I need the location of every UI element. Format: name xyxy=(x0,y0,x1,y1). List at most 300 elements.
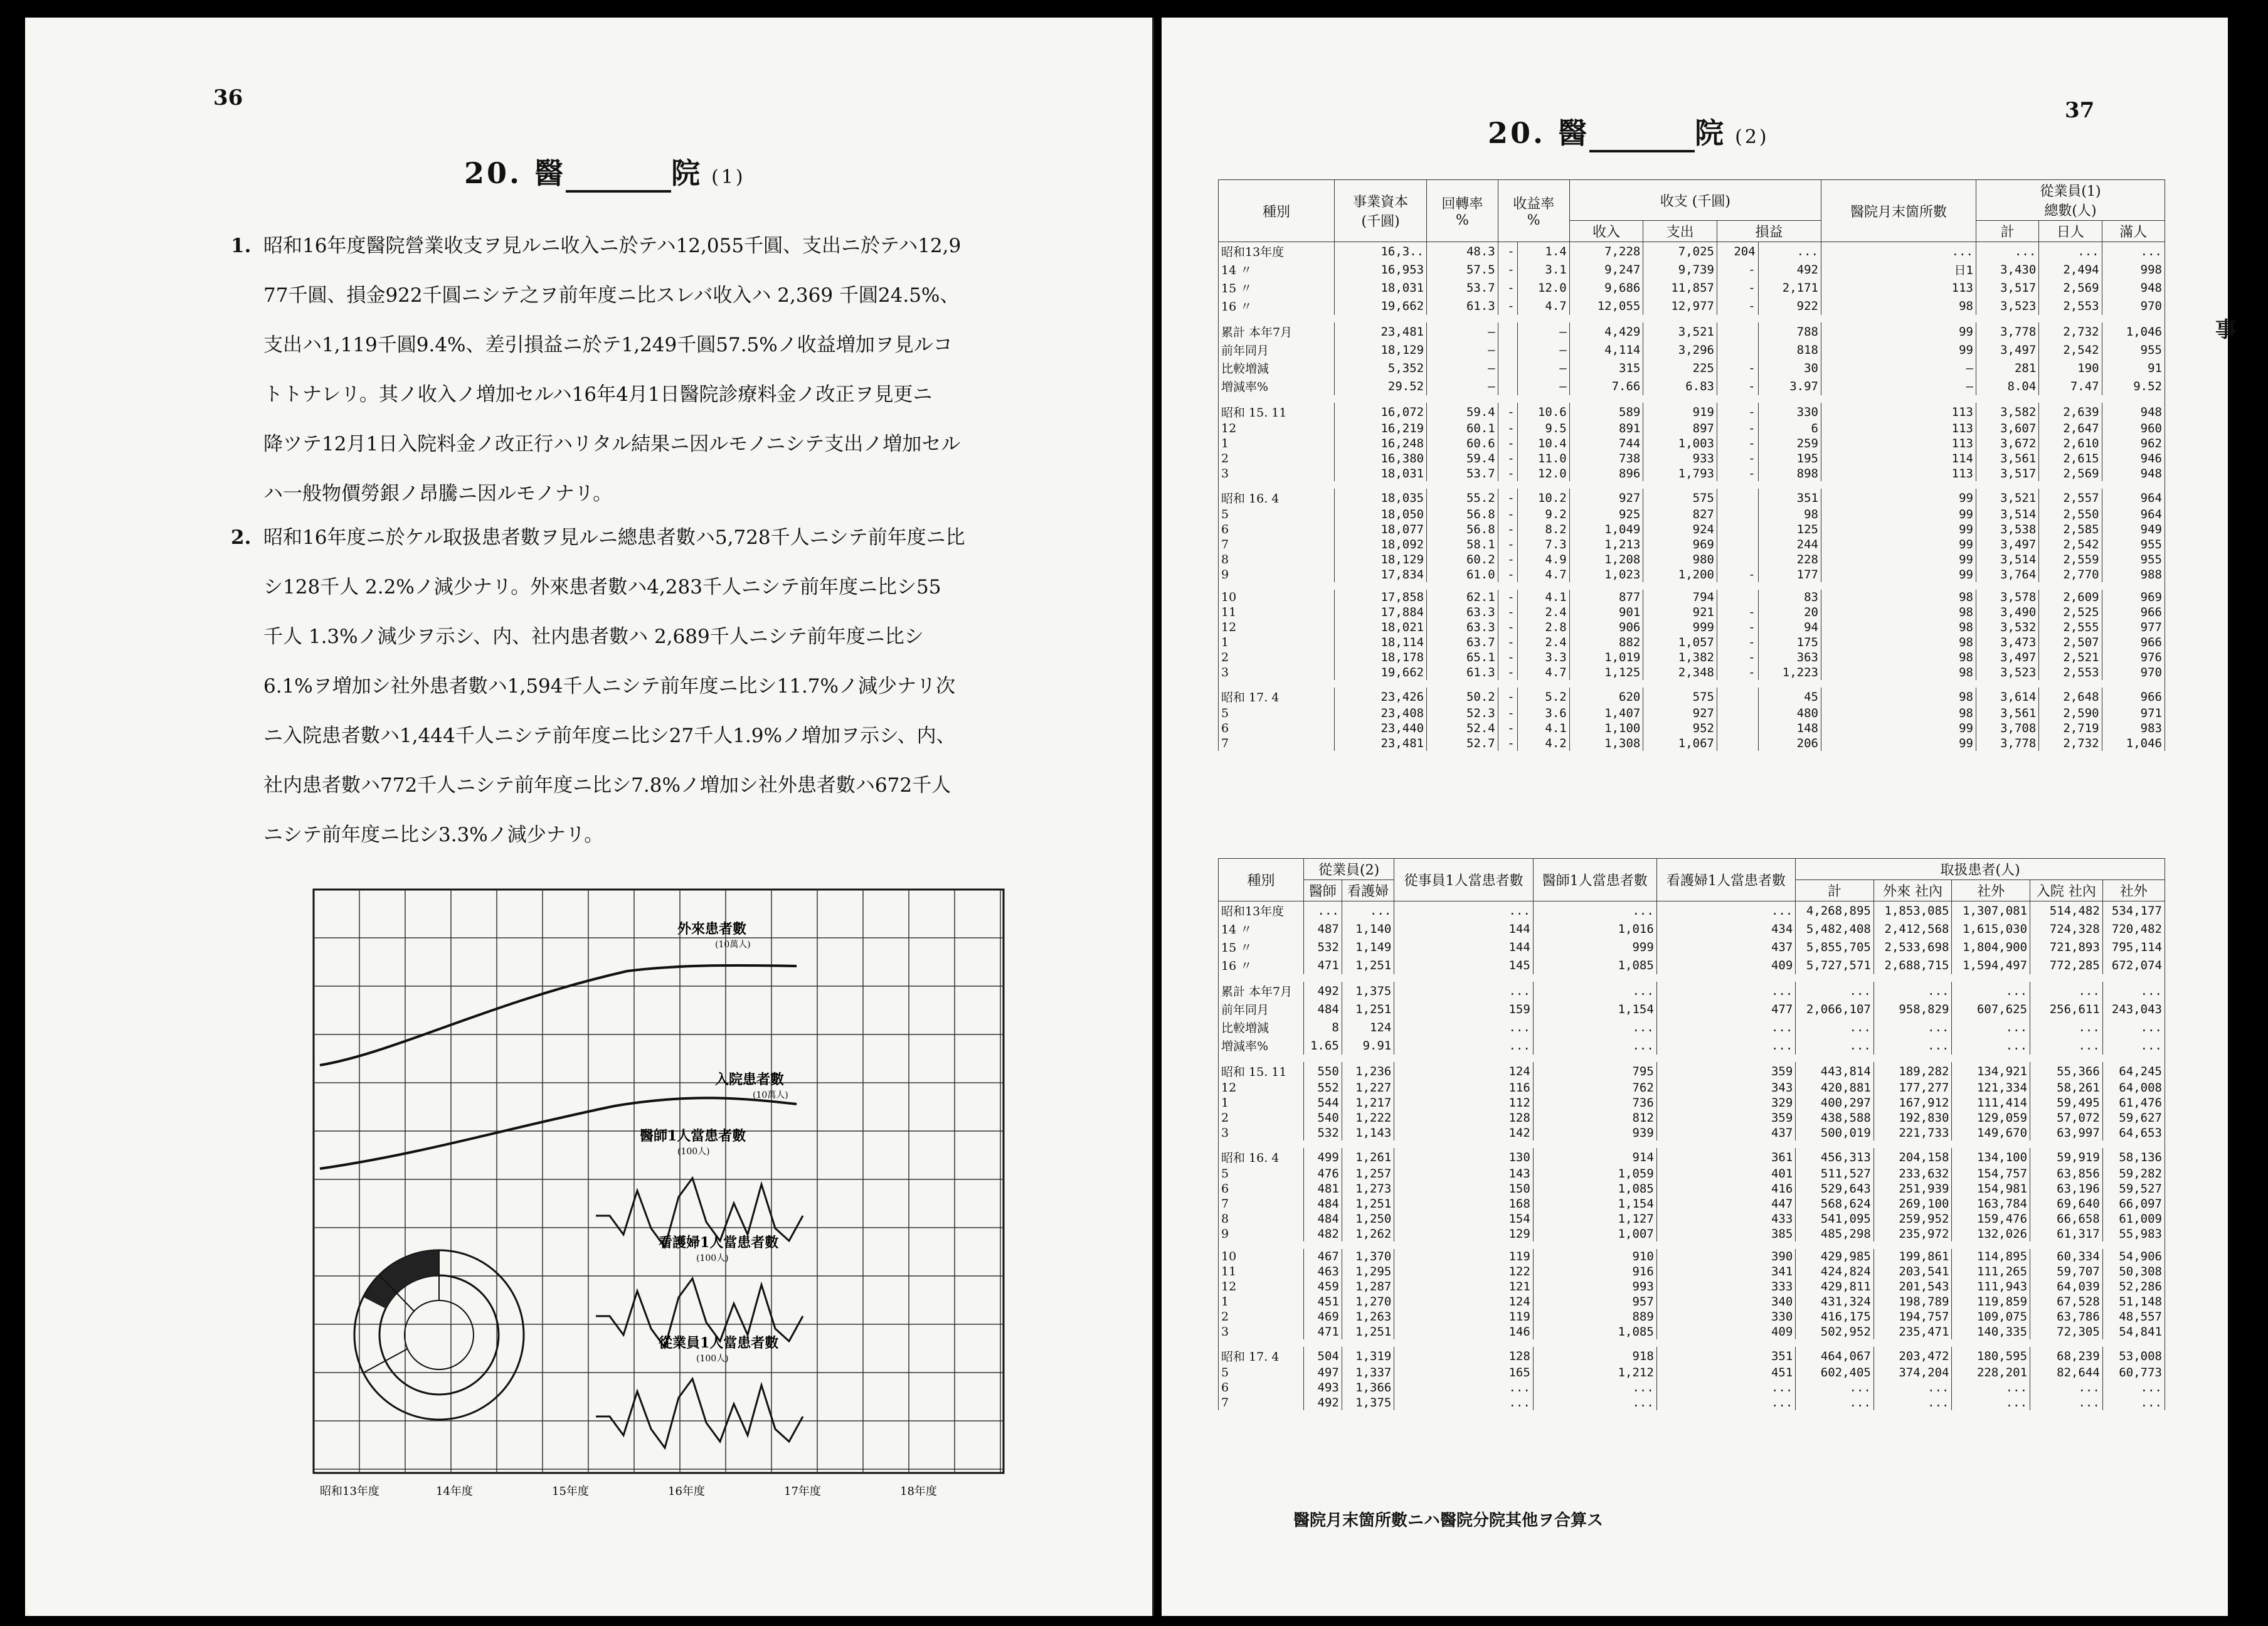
table-cell: 4.7 xyxy=(1517,297,1569,315)
table-cell: 54,841 xyxy=(2102,1324,2165,1339)
table-cell: 400,297 xyxy=(1796,1095,1874,1110)
table-cell: 63,196 xyxy=(2030,1181,2103,1196)
table-cell: 5,855,705 xyxy=(1796,938,1874,956)
table-cell: 11 xyxy=(1219,1264,1304,1279)
table-cell: 64,653 xyxy=(2102,1125,2165,1140)
table-cell xyxy=(1717,489,1759,507)
table-cell: 189,282 xyxy=(1873,1062,1952,1080)
table-cell: 416,175 xyxy=(1796,1309,1874,1324)
table-cell: 999 xyxy=(1643,620,1717,635)
table-cell: ... xyxy=(1796,1036,1874,1055)
table-cell: 374,204 xyxy=(1873,1365,1952,1380)
table-cell xyxy=(1717,721,1759,736)
table-cell: - xyxy=(1498,260,1517,279)
table-cell: 1,804,900 xyxy=(1952,938,2030,956)
table-cell: 256,611 xyxy=(2030,1000,2103,1018)
table-cell: ... xyxy=(1656,1018,1795,1036)
table-cell: 55,983 xyxy=(2102,1226,2165,1241)
table-cell: ... xyxy=(1656,901,1795,920)
table-cell: 2,732 xyxy=(2039,322,2102,341)
table-cell: 467 xyxy=(1303,1249,1342,1264)
table-cell: 1,382 xyxy=(1643,650,1717,665)
table-row xyxy=(1219,359,2165,377)
table-cell: - xyxy=(1498,436,1517,451)
table-cell: 9.5 xyxy=(1517,421,1569,436)
table-cell: 206 xyxy=(1758,736,1821,751)
table-cell: 1,853,085 xyxy=(1873,901,1952,920)
table-cell: 99 xyxy=(1821,537,1976,552)
table-cell: 977 xyxy=(2102,620,2165,635)
table-cell: 1,375 xyxy=(1342,982,1394,1000)
table-row xyxy=(1219,507,2165,522)
table-cell: 361 xyxy=(1656,1148,1795,1166)
table-cell: 111,414 xyxy=(1952,1095,2030,1110)
table-cell: 484 xyxy=(1303,1000,1342,1018)
table-cell: 12 xyxy=(1219,421,1335,436)
table-row xyxy=(1219,552,2165,567)
table-cell: 144 xyxy=(1394,920,1533,938)
paragraph-1 xyxy=(231,221,1047,519)
table-cell: 3,523 xyxy=(1976,665,2038,680)
table-cell: — xyxy=(1427,359,1498,377)
table-cell: - xyxy=(1498,635,1517,650)
table-cell: 2,719 xyxy=(2039,721,2102,736)
table-cell: 333 xyxy=(1656,1279,1795,1294)
table-cell: 62.1 xyxy=(1427,590,1498,605)
table-cell: 1,149 xyxy=(1342,938,1394,956)
table-cell: ... xyxy=(1394,982,1533,1000)
table-cell: 575 xyxy=(1643,489,1717,507)
paragraph-line: 昭和16年度ニ於ケル取扱患者數ヲ見ルニ總患者數ハ5,728千人ニシテ前年度ニ比 xyxy=(263,526,965,549)
table-cell: 14 〃 xyxy=(1219,260,1335,279)
table-cell: 98 xyxy=(1758,507,1821,522)
paragraph-line: ニ入院患者數ハ1,444千人ニシテ前年度ニ比シ27千人1.9%ノ増加ヲ示シ、内、 xyxy=(263,725,956,747)
table-cell: 492 xyxy=(1303,982,1342,1000)
curve-label: 從業員1人當患者數 xyxy=(659,1335,779,1351)
table-cell: 481 xyxy=(1303,1181,1342,1196)
table-cell: 121,334 xyxy=(1952,1080,2030,1095)
table-cell: 1,046 xyxy=(2102,736,2165,751)
table-cell: 23,440 xyxy=(1335,721,1427,736)
table-cell: 6 xyxy=(1758,421,1821,436)
table-cell: ... xyxy=(2102,242,2165,261)
table-row xyxy=(1219,489,2165,507)
table-cell: 59,495 xyxy=(2030,1095,2103,1110)
table-cell: 351 xyxy=(1758,489,1821,507)
table-row xyxy=(1219,297,2165,315)
table-cell: 58,261 xyxy=(2030,1080,2103,1095)
table-cell: 493 xyxy=(1303,1380,1342,1395)
table-cell: 2,557 xyxy=(2039,489,2102,507)
table-cell: 18,178 xyxy=(1335,650,1427,665)
table-cell: 82,644 xyxy=(2030,1365,2103,1380)
table-cell: 1,407 xyxy=(1569,706,1643,721)
table-cell: 720,482 xyxy=(2102,920,2165,938)
table-cell: 16 〃 xyxy=(1219,297,1335,315)
table-cell: 922 xyxy=(1758,297,1821,315)
table-cell: ... xyxy=(1533,901,1656,920)
table-cell: ... xyxy=(1342,901,1394,920)
table-cell: 724,328 xyxy=(2030,920,2103,938)
table-cell: 15 〃 xyxy=(1219,938,1304,956)
table-cell: 502,952 xyxy=(1796,1324,1874,1339)
table-cell: 948 xyxy=(2102,466,2165,481)
table-cell: 602,405 xyxy=(1796,1365,1874,1380)
table-cell: 812 xyxy=(1533,1110,1656,1125)
table-cell: 61,009 xyxy=(2102,1211,2165,1226)
table-cell: 5,727,571 xyxy=(1796,956,1874,974)
table-cell: 1,223 xyxy=(1758,665,1821,680)
table-cell: - xyxy=(1717,377,1759,395)
table-cell: 91 xyxy=(2102,359,2165,377)
table-cell: 993 xyxy=(1533,1279,1656,1294)
table-row xyxy=(1219,582,2165,590)
table-cell: 243,043 xyxy=(2102,1000,2165,1018)
table-cell: ... xyxy=(1873,982,1952,1000)
table-cell: 5 xyxy=(1219,1166,1304,1181)
table-row xyxy=(1219,466,2165,481)
table-cell: 251,939 xyxy=(1873,1181,1952,1196)
table-cell: 9 xyxy=(1219,1226,1304,1241)
table-cell: 16,3.. xyxy=(1335,242,1427,261)
table-cell: 6 xyxy=(1219,1181,1304,1196)
table-cell: 918 xyxy=(1533,1347,1656,1365)
table-cell: 203,472 xyxy=(1873,1347,1952,1365)
table-cell: 113 xyxy=(1821,421,1976,436)
table-cell: 3,296 xyxy=(1643,341,1717,359)
curve-unit: (10萬人) xyxy=(715,940,751,950)
table-cell: 18,092 xyxy=(1335,537,1427,552)
table-cell: - xyxy=(1498,466,1517,481)
table-cell: 3.97 xyxy=(1758,377,1821,395)
table-cell: 48,557 xyxy=(2102,1309,2165,1324)
table-cell: 昭和13年度 xyxy=(1219,901,1304,920)
trend-chart xyxy=(301,877,1022,1504)
table-cell: 194,757 xyxy=(1873,1309,1952,1324)
table-cell: 18,021 xyxy=(1335,620,1427,635)
table-cell: 201,543 xyxy=(1873,1279,1952,1294)
table-cell: ... xyxy=(1394,901,1533,920)
table-cell: 969 xyxy=(1643,537,1717,552)
table-cell: 497 xyxy=(1303,1365,1342,1380)
table-cell: 56.8 xyxy=(1427,522,1498,537)
table-cell: 620 xyxy=(1569,688,1643,706)
table-cell: 2,590 xyxy=(2039,706,2102,721)
table-cell: 575 xyxy=(1643,688,1717,706)
table-cell: - xyxy=(1498,507,1517,522)
table-cell: 99 xyxy=(1821,736,1976,751)
table-cell: 3,473 xyxy=(1976,635,2038,650)
table-cell: 1,227 xyxy=(1342,1080,1394,1095)
paragraph-line: シ128千人 2.2%ノ減少ナリ。外來患者數ハ4,283千人ニシテ前年度ニ比シ55 xyxy=(263,576,941,598)
table-cell: 116 xyxy=(1394,1080,1533,1095)
table-cell xyxy=(1717,507,1759,522)
table-cell: 11 xyxy=(1219,605,1335,620)
x-tick: 昭和13年度 xyxy=(320,1485,379,1498)
table-cell: 1,049 xyxy=(1569,522,1643,537)
table-cell: 7,228 xyxy=(1569,242,1643,261)
table-cell: 363 xyxy=(1758,650,1821,665)
table-cell: 999 xyxy=(1533,938,1656,956)
table-cell: 3,778 xyxy=(1976,736,2038,751)
table-cell: 2,688,715 xyxy=(1873,956,1952,974)
table-cell: 1,250 xyxy=(1342,1211,1394,1226)
page-title-left: 20. 醫 院 (1) xyxy=(464,151,746,192)
table-cell: 9,247 xyxy=(1569,260,1643,279)
table-cell: 50,308 xyxy=(2102,1264,2165,1279)
footnote: 醫院月末箇所數ニハ醫院分院其他ヲ合算ス xyxy=(1293,1511,1604,1530)
table-cell: 1,085 xyxy=(1533,1324,1656,1339)
paragraph-line: 77千圓、損金922千圓ニシテ之ヲ前年度ニ比スレバ收入ハ 2,369 千圓24.5%、 xyxy=(263,284,960,307)
table-cell: 964 xyxy=(2102,507,2165,522)
table-cell: ... xyxy=(2030,982,2103,1000)
table-cell: 330 xyxy=(1656,1309,1795,1324)
table-cell: 18,035 xyxy=(1335,489,1427,507)
table-cell: 955 xyxy=(2102,552,2165,567)
table-cell: — xyxy=(1427,377,1498,395)
table-cell: 544 xyxy=(1303,1095,1342,1110)
table-cell: 昭和 16. 4 xyxy=(1219,489,1335,507)
table-cell: 198,789 xyxy=(1873,1294,1952,1309)
table-cell: 1,154 xyxy=(1533,1000,1656,1018)
table-cell: 59,527 xyxy=(2102,1181,2165,1196)
table-row xyxy=(1219,1279,2165,1294)
table-cell: 1,222 xyxy=(1342,1110,1394,1125)
table-cell: 18,129 xyxy=(1335,552,1427,567)
table-row xyxy=(1219,1339,2165,1347)
table-cell: 9,739 xyxy=(1643,260,1717,279)
table-cell: 比較増減 xyxy=(1219,359,1335,377)
table-row xyxy=(1219,1324,2165,1339)
table-cell: 17,834 xyxy=(1335,567,1427,582)
table-row xyxy=(1219,1095,2165,1110)
table-cell: 487 xyxy=(1303,920,1342,938)
table-cell: 18,031 xyxy=(1335,466,1427,481)
table-cell: 988 xyxy=(2102,567,2165,582)
table-cell: 795,114 xyxy=(2102,938,2165,956)
table-cell: — xyxy=(1517,359,1569,377)
curve-unit: (100人) xyxy=(677,1147,710,1157)
table-cell: 910 xyxy=(1533,1249,1656,1264)
table-cell: ... xyxy=(1796,1380,1874,1395)
table-cell: 896 xyxy=(1569,466,1643,481)
table-cell: 53.7 xyxy=(1427,279,1498,297)
table-cell: 60.2 xyxy=(1427,552,1498,567)
table-row xyxy=(1219,1080,2165,1095)
table-cell: 2,770 xyxy=(2039,567,2102,582)
table-cell: 976 xyxy=(2102,650,2165,665)
table-cell: - xyxy=(1498,279,1517,297)
table-row xyxy=(1219,1166,2165,1181)
table-cell: 607,625 xyxy=(1952,1000,2030,1018)
table-cell: 1,251 xyxy=(1342,956,1394,974)
table-cell: 159 xyxy=(1394,1000,1533,1018)
table-cell: 477 xyxy=(1656,1000,1795,1018)
table-cell: - xyxy=(1498,403,1517,421)
table-cell: 1,003 xyxy=(1643,436,1717,451)
table-cell: 672,074 xyxy=(2102,956,2165,974)
table-cell: 4.1 xyxy=(1517,590,1569,605)
table-row xyxy=(1219,974,2165,982)
table-cell: 2,542 xyxy=(2039,341,2102,359)
table-cell: 比較増減 xyxy=(1219,1018,1304,1036)
table-cell: 12 xyxy=(1219,1279,1304,1294)
table-cell: 昭和 17. 4 xyxy=(1219,1347,1304,1365)
table-cell: - xyxy=(1498,736,1517,751)
table-cell: 18,114 xyxy=(1335,635,1427,650)
table-cell: 485,298 xyxy=(1796,1226,1874,1241)
table-cell: - xyxy=(1498,567,1517,582)
table-cell: 897 xyxy=(1643,421,1717,436)
table-cell: 946 xyxy=(2102,451,2165,466)
table-cell: 2,732 xyxy=(2039,736,2102,751)
table-cell: 492 xyxy=(1303,1395,1342,1410)
table-cell: 1,140 xyxy=(1342,920,1394,938)
table-cell: 541,095 xyxy=(1796,1211,1874,1226)
table-cell: 2,569 xyxy=(2039,279,2102,297)
table-row xyxy=(1219,956,2165,974)
table-cell: 2,348 xyxy=(1643,665,1717,680)
table-cell: 63,856 xyxy=(2030,1166,2103,1181)
table-cell: 1,019 xyxy=(1569,650,1643,665)
table-cell: 1.65 xyxy=(1303,1036,1342,1055)
table-cell: 57.5 xyxy=(1427,260,1498,279)
table-cell: 52,286 xyxy=(2102,1279,2165,1294)
right-page xyxy=(1162,18,2237,1616)
outpatient-curve xyxy=(320,965,797,1065)
table-cell: 484 xyxy=(1303,1211,1342,1226)
table-cell: ... xyxy=(1821,242,1976,261)
table-cell: 3,517 xyxy=(1976,279,2038,297)
table-cell: - xyxy=(1717,279,1759,297)
table-cell: 3 xyxy=(1219,466,1335,481)
table-cell: ... xyxy=(1952,1380,2030,1395)
table-cell: 7 xyxy=(1219,537,1335,552)
table-cell: 6 xyxy=(1219,721,1335,736)
table-cell: 58.1 xyxy=(1427,537,1498,552)
table-cell: ... xyxy=(1873,1380,1952,1395)
table-cell: 443,814 xyxy=(1796,1062,1874,1080)
table-cell: 1.4 xyxy=(1517,242,1569,261)
table-cell: 969 xyxy=(2102,590,2165,605)
table-cell: ... xyxy=(1394,1036,1533,1055)
x-tick: 18年度 xyxy=(900,1485,937,1498)
table-cell: — xyxy=(1821,377,1976,395)
table-cell: ... xyxy=(2102,1036,2165,1055)
table-cell: 1,200 xyxy=(1643,567,1717,582)
table-row xyxy=(1219,736,2165,751)
table-cell: 2 xyxy=(1219,650,1335,665)
table-row xyxy=(1219,1241,2165,1249)
table-cell: 68,239 xyxy=(2030,1347,2103,1365)
table-row xyxy=(1219,537,2165,552)
table-cell: 225 xyxy=(1643,359,1717,377)
table-cell: 45 xyxy=(1758,688,1821,706)
table-cell: - xyxy=(1717,260,1759,279)
table-cell: 14 〃 xyxy=(1219,920,1304,938)
table-cell: ... xyxy=(1533,982,1656,1000)
table-cell: 2,066,107 xyxy=(1796,1000,1874,1018)
table-cell: 948 xyxy=(2102,403,2165,421)
table-row xyxy=(1219,590,2165,605)
table-cell: 1,046 xyxy=(2102,322,2165,341)
table-cell: 113 xyxy=(1821,279,1976,297)
table-cell: 3,497 xyxy=(1976,341,2038,359)
paragraph-line: ニシテ前年度ニ比シ3.3%ノ減少ナリ。 xyxy=(263,824,604,846)
table-cell: 8 xyxy=(1303,1018,1342,1036)
table-cell: 144 xyxy=(1394,938,1533,956)
table-cell: 409 xyxy=(1656,1324,1795,1339)
table-row xyxy=(1219,706,2165,721)
table-cell: ... xyxy=(1533,1036,1656,1055)
table-cell: ... xyxy=(1952,1018,2030,1036)
table-cell: 966 xyxy=(2102,635,2165,650)
table-cell: 159,476 xyxy=(1952,1211,2030,1226)
left-page xyxy=(25,18,1154,1616)
table-cell: 177 xyxy=(1758,567,1821,582)
table-cell: 3,521 xyxy=(1643,322,1717,341)
table-cell: 424,824 xyxy=(1796,1264,1874,1279)
table-cell: 966 xyxy=(2102,688,2165,706)
table-cell: - xyxy=(1498,620,1517,635)
table-cell: 52.3 xyxy=(1427,706,1498,721)
table-cell: 134,100 xyxy=(1952,1148,2030,1166)
table-cell: 2,639 xyxy=(2039,403,2102,421)
paragraph-line: トトナレリ。其ノ收入ノ増加セルハ16年4月1日醫院診療料金ノ改正ヲ見更ニ xyxy=(263,383,933,406)
table-cell: 63.3 xyxy=(1427,605,1498,620)
table-cell: 17,884 xyxy=(1335,605,1427,620)
table-cell: 416 xyxy=(1656,1181,1795,1196)
table-cell: 23,408 xyxy=(1335,706,1427,721)
table-cell: 3,517 xyxy=(1976,466,2038,481)
table-cell: 7,025 xyxy=(1643,242,1717,261)
table-cell: 2,533,698 xyxy=(1873,938,1952,956)
table-row xyxy=(1219,1196,2165,1211)
table-cell: 69,640 xyxy=(2030,1196,2103,1211)
table-cell: - xyxy=(1498,297,1517,315)
table-cell: 122 xyxy=(1394,1264,1533,1279)
table-cell: 7 xyxy=(1219,1196,1304,1211)
table-row xyxy=(1219,1181,2165,1196)
table-cell: 3,532 xyxy=(1976,620,2038,635)
table-row xyxy=(1219,1347,2165,1365)
table-cell: 340 xyxy=(1656,1294,1795,1309)
table-cell: 98 xyxy=(1821,635,1976,650)
table-cell: 471 xyxy=(1303,956,1342,974)
table-cell: 6.83 xyxy=(1643,377,1717,395)
table-cell: 146 xyxy=(1394,1324,1533,1339)
table-cell: 1,251 xyxy=(1342,1196,1394,1211)
table-cell: 65.1 xyxy=(1427,650,1498,665)
table-row xyxy=(1219,395,2165,403)
table-cell: 3,764 xyxy=(1976,567,2038,582)
table-cell: 420,881 xyxy=(1796,1080,1874,1095)
table-cell: ... xyxy=(1533,1018,1656,1036)
table-row xyxy=(1219,1380,2165,1395)
table-cell: 228 xyxy=(1758,552,1821,567)
table-row xyxy=(1219,567,2165,582)
table-cell: 3.3 xyxy=(1517,650,1569,665)
table-cell: 98 xyxy=(1821,706,1976,721)
table-cell: 2,542 xyxy=(2039,537,2102,552)
table-cell: 532 xyxy=(1303,938,1342,956)
table-cell: 451 xyxy=(1656,1365,1795,1380)
table-cell: 3,521 xyxy=(1976,489,2038,507)
table-cell: ... xyxy=(1952,1395,2030,1410)
table-cell: 4.7 xyxy=(1517,567,1569,582)
table-cell: 129 xyxy=(1394,1226,1533,1241)
table-cell xyxy=(1717,706,1759,721)
